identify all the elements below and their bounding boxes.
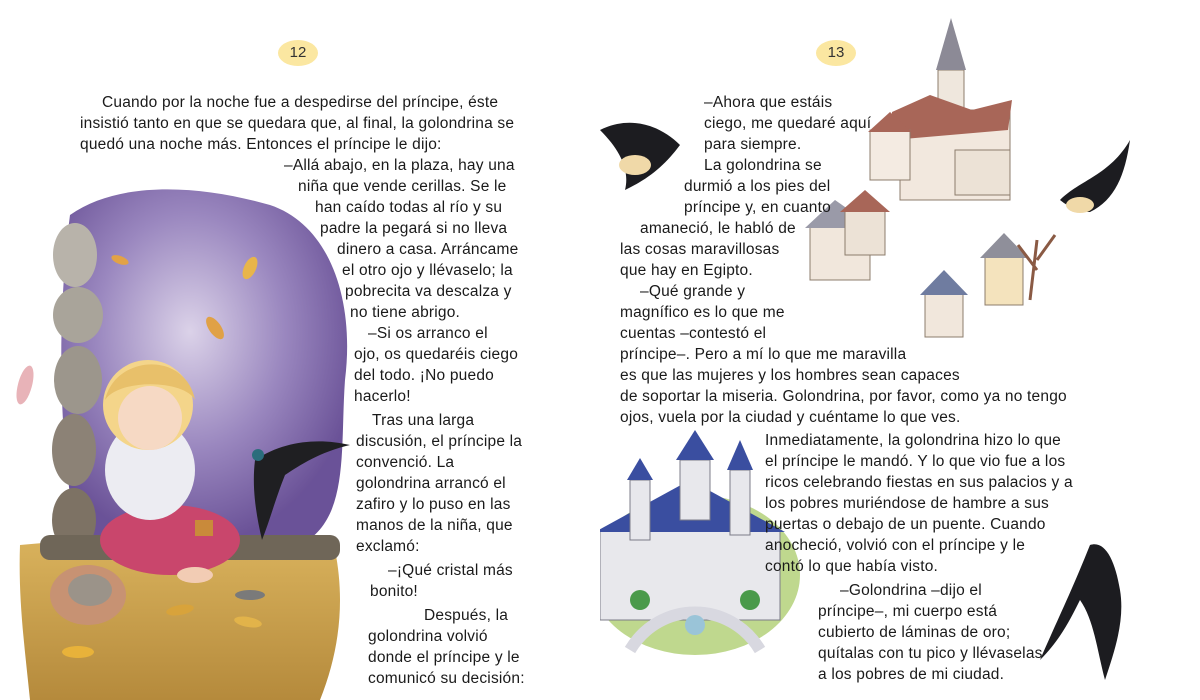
text-line: durmió a los pies del	[684, 178, 831, 195]
text-line: hacerlo!	[354, 388, 411, 405]
text-line: zafiro y lo puso en las	[356, 496, 511, 513]
swallow-bird-bottom-right	[1040, 544, 1121, 680]
text-line: no tiene abrigo.	[350, 304, 461, 321]
text-line: –Golondrina –dijo el	[840, 582, 982, 599]
text-line: dinero a casa. Arráncame	[337, 241, 519, 258]
text-line: Después, la	[424, 607, 509, 624]
text-line: ricos celebrando fiestas en sus palacios y a	[765, 474, 1073, 491]
text-line: el otro ojo y llévaselo; la	[342, 262, 513, 279]
text-line: –Allá abajo, en la plaza, hay una	[284, 157, 515, 174]
text-line: contó lo que había visto.	[765, 558, 939, 575]
text-line: niña que vende cerillas. Se le	[298, 178, 507, 195]
text-line: los pobres muriéndose de hambre a sus	[765, 495, 1049, 512]
purple-sky-wash	[61, 189, 347, 545]
text-line: el príncipe le mandó. Y lo que vio fue a los	[765, 453, 1066, 470]
text-line: insistió tanto en que se quedara que, al final, la golondrina se	[80, 115, 515, 132]
text-line: es que las mujeres y los hombres sean capaces	[620, 367, 960, 384]
text-line: a los pobres de mi ciudad.	[818, 666, 1005, 683]
text-line: Inmediatamente, la golondrina hizo lo que	[765, 432, 1062, 449]
text-line: pobrecita va descalza y	[345, 283, 512, 300]
text-line: discusión, el príncipe la	[356, 433, 523, 450]
text-line: para siempre.	[704, 136, 802, 153]
text-line: padre la pegará si no lleva	[320, 220, 508, 237]
text-line: amaneció, le habló de	[640, 220, 796, 237]
text-line: ciego, me quedaré aquí	[704, 115, 872, 132]
text-line: Tras una larga	[372, 412, 475, 429]
text-line: príncipe–. Pero a mí lo que me maravilla	[620, 346, 907, 363]
text-line: convenció. La	[356, 454, 455, 471]
text-line: La golondrina se	[704, 157, 822, 174]
text-line: las cosas maravillosas	[620, 241, 780, 258]
text-line: magnífico es lo que me	[620, 304, 785, 321]
basket	[50, 565, 126, 625]
text-line: –Qué grande y	[640, 283, 746, 300]
text-line: Cuando por la noche fue a despedirse del príncipe, éste	[102, 94, 499, 111]
text-line: ojos, vuela por la ciudad y cuéntame lo que ves.	[620, 409, 961, 426]
page-number: 13	[816, 40, 856, 66]
swallow-bird-top-right	[1060, 140, 1130, 213]
page-number: 12	[278, 40, 318, 66]
text-line: golondrina volvió	[368, 628, 488, 645]
right-page	[600, 0, 1200, 700]
text-line: cuentas –contestó el	[620, 325, 767, 342]
text-line: comunicó su decisión:	[368, 670, 525, 687]
swallow-bird-top-left	[600, 123, 680, 190]
text-line: –Ahora que estáis	[704, 94, 833, 111]
text-line: han caído todas al río y su	[315, 199, 503, 216]
text-line: –¡Qué cristal más	[388, 562, 513, 579]
text-line: anocheció, volvió con el príncipe y le	[765, 537, 1026, 554]
text-line: ojo, os quedaréis ciego	[354, 346, 519, 363]
text-line: donde el príncipe y le	[368, 649, 520, 666]
text-line: quítalas con tu pico y llévaselas	[818, 645, 1043, 662]
text-line: que hay en Egipto.	[620, 262, 753, 279]
text-line: cubierto de láminas de oro;	[818, 624, 1011, 641]
text-line: –Si os arranco el	[368, 325, 488, 342]
text-line: bonito!	[370, 583, 418, 600]
text-line: de soportar la miseria. Golondrina, por favor, como ya no tengo	[620, 388, 1067, 405]
town	[805, 18, 1055, 337]
text-line: del todo. ¡No puedo	[354, 367, 494, 384]
text-line: golondrina arrancó el	[356, 475, 506, 492]
text-line: quedó una noche más. Entonces el príncipe le dijo:	[80, 136, 442, 153]
text-line: exclamó:	[356, 538, 420, 555]
text-line: manos de la niña, que	[356, 517, 513, 534]
text-line: príncipe–, mi cuerpo está	[818, 603, 998, 620]
text-line: príncipe y, en cuanto	[684, 199, 831, 216]
text-line: puertas o debajo de un puente. Cuando	[765, 516, 1046, 533]
